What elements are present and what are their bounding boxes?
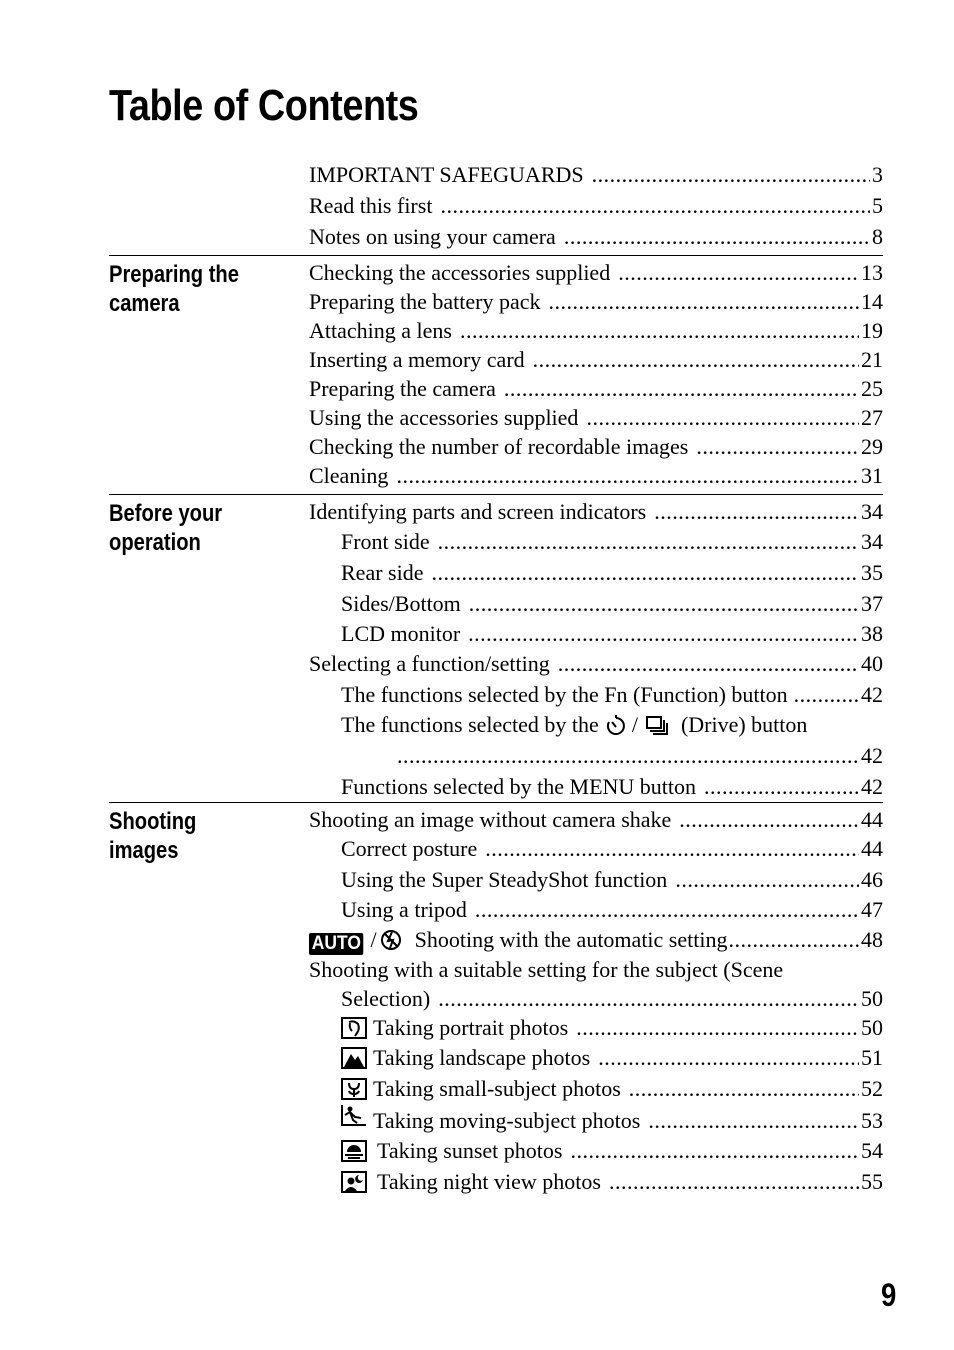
toc-entry-title-group [341,1166,601,1197]
toc-entry[interactable] [309,287,883,316]
toc-entry[interactable] [309,1104,883,1135]
dot-leader [696,432,859,461]
toc-entry-title: LCD monitor [341,621,461,646]
toc-entry[interactable] [309,160,883,190]
toc-entry-title: Selecting a function/setting [309,651,550,676]
toc-entry-page: 14 [861,289,883,314]
toc-entry-title: Checking the accessories supplied [309,260,611,285]
toc-entry-title: Notes on using your camera [309,224,556,249]
dot-leader [440,190,870,221]
dot-leader [654,497,859,526]
toc-entry-page: 53 [861,1108,883,1133]
sports-icon [341,1104,367,1126]
toc-entry-page: 50 [861,1015,883,1040]
toc-entry[interactable] [309,497,883,526]
toc-entry-title: IMPORTANT SAFEGUARDS [309,162,584,187]
toc-entry-title: Checking the number of recordable images [309,434,689,459]
toc-entry-title: Preparing the battery pack [309,289,541,314]
toc-entry-title-group [309,925,727,955]
dot-leader [469,588,859,619]
toc-entry[interactable] [309,895,883,925]
toc-entry[interactable] [309,461,883,490]
dot-leader [475,895,859,925]
toc-entry-page: 8 [872,224,883,249]
dot-leader [609,1166,859,1197]
toc-entries [309,497,883,802]
toc-entry[interactable] [309,316,883,345]
toc-entry[interactable] [309,710,883,740]
toc-entry[interactable] [309,221,883,252]
slash-separator: / [631,712,638,737]
toc-entry-page: 51 [861,1045,883,1070]
toc-entry-page: 3 [872,162,883,187]
dot-leader [431,557,859,588]
toc-entry[interactable] [309,403,883,432]
toc-entry-title: Using a tripod [341,897,467,922]
toc-entry[interactable] [309,588,883,619]
dot-leader [618,258,859,287]
dot-leader [397,740,859,771]
toc-entry-title: The functions selected by the [341,712,599,737]
toc-entry-page: 42 [861,743,883,768]
dot-leader [460,316,859,345]
night-portrait-icon [341,1171,367,1193]
portrait-icon [341,1017,367,1039]
toc-entry-title-group [341,1013,568,1043]
toc-entry-page: 54 [861,1138,883,1163]
toc-entry[interactable] [309,834,883,864]
dot-leader [396,461,859,490]
toc-entry[interactable] [309,1135,883,1166]
toc-entry-page: 34 [861,529,883,554]
toc-entry-page: 44 [861,836,883,861]
macro-icon [341,1078,367,1100]
dot-leader [576,1013,859,1043]
toc-entry-title: Cleaning [309,463,389,488]
dot-leader [629,1073,859,1104]
toc-entry[interactable] [309,864,883,895]
dot-leader [468,619,859,649]
toc-entry-title: Taking small-subject photos [373,1076,621,1101]
toc-entry-page: 42 [861,774,883,799]
dot-leader [592,160,870,190]
toc-entry-page: 37 [861,591,883,616]
toc-entry-title-group [341,1104,640,1136]
auto-mode-badge: AUTO [309,933,364,955]
toc-entry-title-group [341,1135,562,1166]
toc-entry[interactable] [309,258,883,287]
toc-entry[interactable] [309,526,883,557]
toc-entry-page: 27 [861,405,883,430]
toc-entry-title: Sides/Bottom [341,591,461,616]
toc-entry-page: 35 [861,560,883,585]
toc-entry-title: Using the accessories supplied [309,405,579,430]
dot-leader [728,925,859,955]
toc-entries [309,258,883,490]
dot-leader [558,649,859,679]
toc-entry-page: 29 [861,434,883,459]
toc-entry-page: 38 [861,621,883,646]
toc-entry-page: 47 [861,897,883,922]
toc-entry-title: Taking landscape photos [373,1045,591,1070]
toc-entry[interactable] [309,1013,883,1043]
section-heading: Shooting images [109,808,197,864]
toc-entry-page: 48 [861,927,883,952]
dot-leader [586,403,859,432]
toc-entry-title: Shooting with a suitable setting for the subject (Scene [309,957,784,982]
toc-entry[interactable] [309,925,883,955]
toc-entry-title-group [341,1073,621,1104]
toc-entry[interactable] [309,190,883,221]
section-heading: Preparing the camera [109,261,239,317]
toc-entry[interactable] [309,1166,883,1197]
toc-entry[interactable] [309,374,883,403]
toc-entry-title: Correct posture [341,836,478,861]
toc-entry[interactable] [309,345,883,374]
toc-entry-title: Functions selected by the MENU button [341,774,697,799]
section-heading: Before your operation [109,500,223,556]
toc-entries [309,805,883,1197]
slash-separator: / [370,927,377,952]
toc-entry[interactable] [309,679,883,710]
toc-entry-title: Taking moving-subject photos [373,1108,641,1133]
toc-entry-title: Selection) [341,986,431,1011]
toc-entry-title: Front side [341,529,430,554]
toc-entry-title: Shooting with the automatic setting [414,927,728,952]
toc-entry-page: 40 [861,651,883,676]
dot-leader [504,374,859,403]
toc-entry-page: 34 [861,499,883,524]
toc-entry[interactable] [309,649,883,679]
toc-entry[interactable] [309,432,883,461]
toc-entry-continuation[interactable] [309,984,883,1013]
toc-entry-title: Identifying parts and screen indicators [309,499,647,524]
sunset-icon [341,1140,367,1162]
continuous-shooting-icon [645,714,669,736]
dot-leader [549,287,859,316]
toc-entry[interactable] [309,1043,883,1073]
toc-entry-page: 44 [861,807,883,832]
toc-entry-page: 21 [861,347,883,372]
toc-entry-continuation[interactable] [309,740,883,771]
toc-entry[interactable] [309,771,883,802]
toc-entry-title: Attaching a lens [309,318,452,343]
flash-off-icon [379,929,403,951]
toc-entry[interactable] [309,557,883,588]
dot-leader [794,679,859,710]
dot-leader [675,864,859,895]
toc-entry-page: 50 [861,986,883,1011]
toc-entry-title: Preparing the camera [309,376,496,401]
dot-leader [485,834,859,864]
dot-leader [679,805,859,834]
dot-leader [598,1043,859,1073]
toc-entry-page: 25 [861,376,883,401]
landscape-icon [341,1047,367,1069]
toc-entry[interactable] [309,619,883,649]
toc-entry[interactable] [309,1073,883,1104]
toc-entry-title: Taking portrait photos [373,1015,569,1040]
toc-entry-title: Using the Super SteadyShot function [341,867,668,892]
toc-entry-page: 13 [861,260,883,285]
dot-leader [438,984,859,1013]
dot-leader [704,771,859,802]
toc-entry-title: Taking night view photos [377,1169,601,1194]
page-number: 9 [881,1277,897,1313]
toc-entry[interactable] [309,805,883,834]
toc-entry-title: Taking sunset photos [377,1138,563,1163]
self-timer-icon [604,714,628,736]
dot-leader [438,526,859,557]
toc-entry-page: 5 [872,193,883,218]
dot-leader [564,221,870,252]
toc-entry-page: 55 [861,1169,883,1194]
toc-entry-page: 46 [861,867,883,892]
toc-entry-title-suffix: (Drive) button [680,712,808,737]
toc-entry-page: 52 [861,1076,883,1101]
toc-entry-title: Inserting a memory card [309,347,525,372]
toc-entry-title: Shooting an image without camera shake [309,807,672,832]
page-title: Table of Contents [109,81,419,130]
toc-entry-page: 42 [861,682,883,707]
toc-entry[interactable] [309,955,883,984]
dot-leader [648,1105,859,1136]
toc-entry-page: 31 [861,463,883,488]
dot-leader [570,1135,859,1166]
toc-entry-page: 19 [861,318,883,343]
toc-entry-title: Read this first [309,193,433,218]
toc-entries [309,160,883,252]
dot-leader [533,345,859,374]
toc-entry-title: The functions selected by the Fn (Function) button [341,682,788,707]
toc-entry-title: Rear side [341,560,424,585]
toc-entry-title-group [341,1043,590,1073]
